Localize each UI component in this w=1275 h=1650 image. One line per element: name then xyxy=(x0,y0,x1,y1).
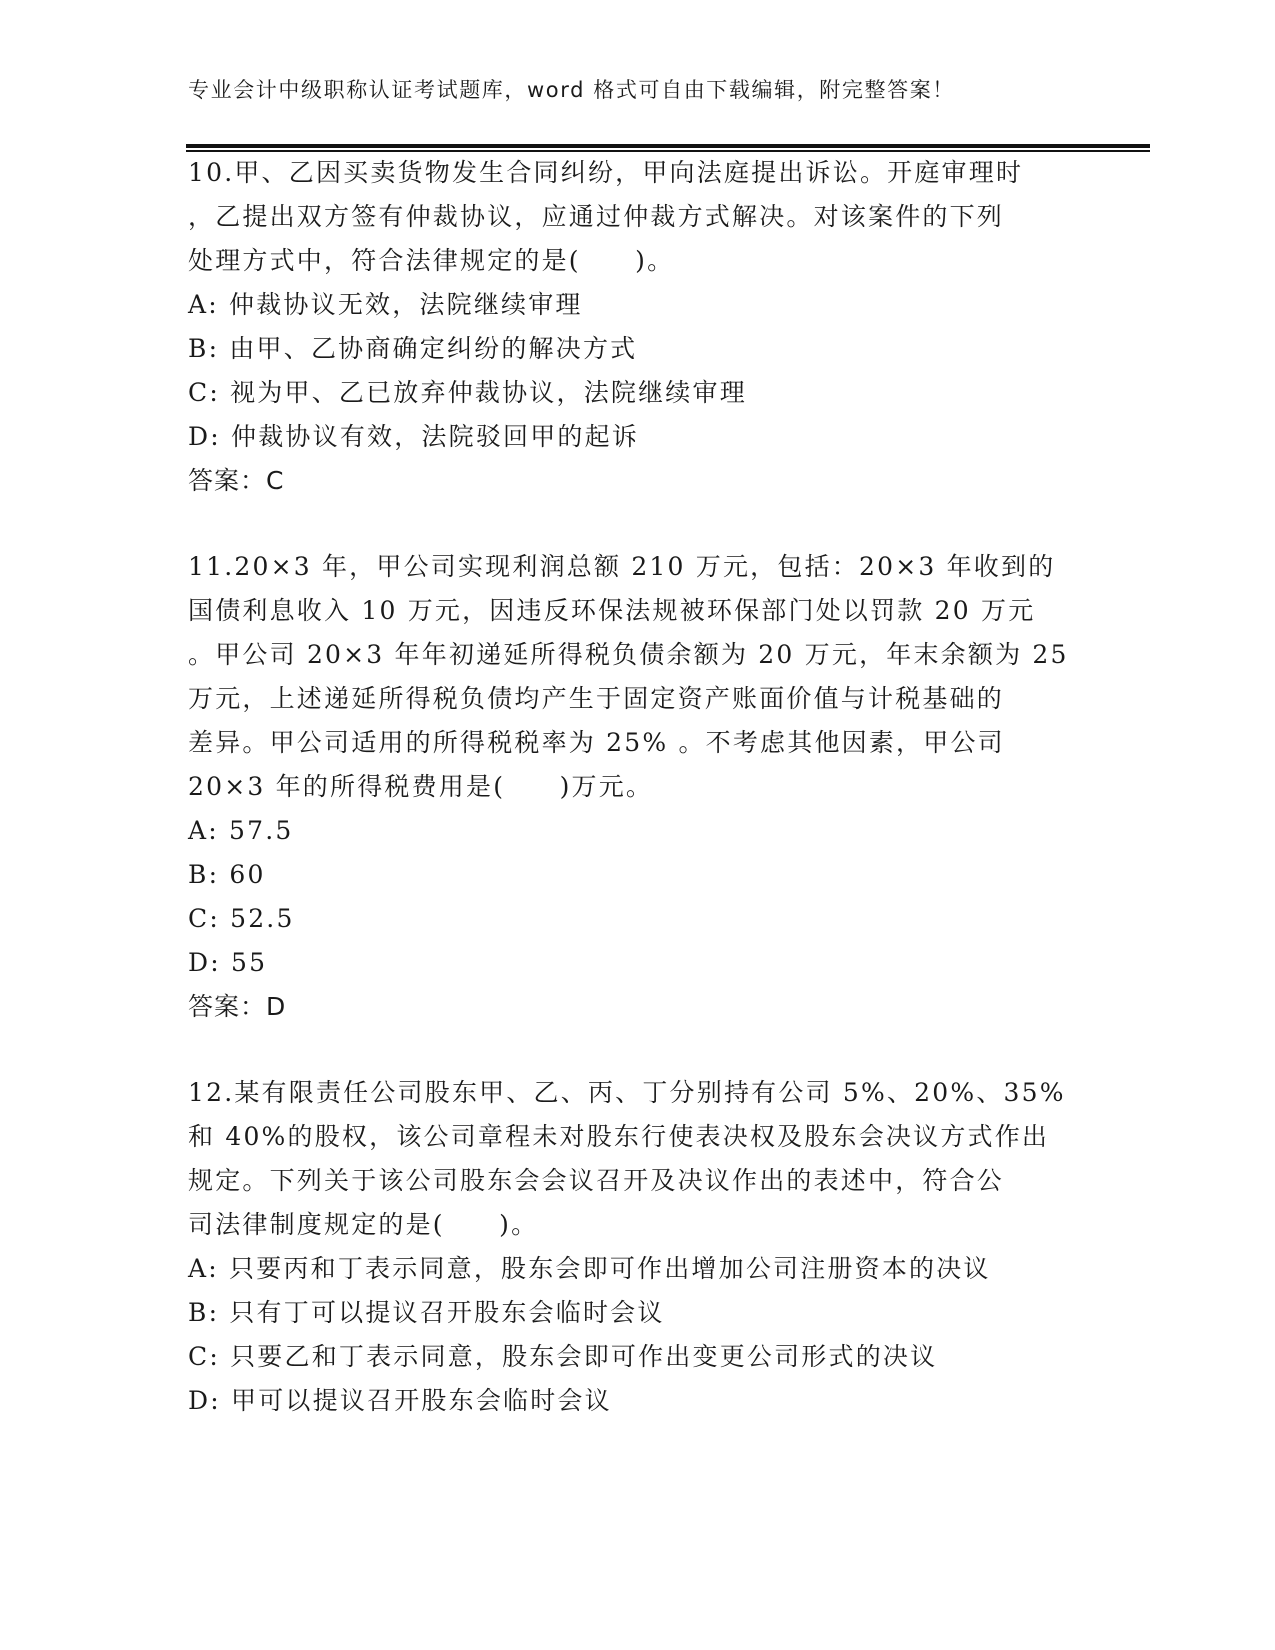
answer: 答案：C xyxy=(188,466,285,495)
question-text-line: 国债利息收入 10 万元，因违反环保法规被环保部门处以罚款 20 万元 xyxy=(188,596,1036,625)
question-text-line: 司法律制度规定的是( )。 xyxy=(188,1210,539,1239)
question-text-line: 处理方式中，符合法律规定的是( )。 xyxy=(188,246,675,275)
option-b: B: 只有丁可以提议召开股东会临时会议 xyxy=(188,1298,665,1327)
question-text-line: 11.20×3 年，甲公司实现利润总额 210 万元，包括：20×3 年收到的 xyxy=(188,552,1056,581)
option-d: D: 仲裁协议有效，法院驳回甲的起诉 xyxy=(188,422,640,451)
option-a: A: 只要丙和丁表示同意，股东会即可作出增加公司注册资本的决议 xyxy=(188,1254,991,1283)
question-text-line: 万元，上述递延所得税负债均产生于固定资产账面价值与计税基础的 xyxy=(188,684,1005,713)
option-d: D: 55 xyxy=(188,948,268,977)
option-d: D: 甲可以提议召开股东会临时会议 xyxy=(188,1386,612,1415)
question-text-line: 和 40%的股权，该公司章程未对股东行使表决权及股东会决议方式作出 xyxy=(188,1122,1050,1151)
question-text-line: 规定。下列关于该公司股东会会议召开及决议作出的表述中，符合公 xyxy=(188,1166,1005,1195)
question-text-line: 差异。甲公司适用的所得税税率为 25% 。不考虑其他因素，甲公司 xyxy=(188,728,1005,757)
header-rule-thick xyxy=(186,144,1150,148)
header-rule-thin xyxy=(186,150,1150,152)
answer: 答案：D xyxy=(188,992,287,1021)
option-a: A: 仲裁协议无效，法院继续审理 xyxy=(188,290,583,319)
option-b: B: 60 xyxy=(188,860,266,889)
question-text-line: 12.某有限责任公司股东甲、乙、丙、丁分别持有公司 5%、20%、35% xyxy=(188,1078,1066,1107)
question-text-line: 。甲公司 20×3 年年初递延所得税负债余额为 20 万元，年末余额为 25 xyxy=(188,640,1069,669)
option-c: C: 只要乙和丁表示同意，股东会即可作出变更公司形式的决议 xyxy=(188,1342,938,1371)
option-c: C: 视为甲、乙已放弃仲裁协议，法院继续审理 xyxy=(188,378,747,407)
option-c: C: 52.5 xyxy=(188,904,295,933)
question-text-line: ，乙提出双方签有仲裁协议，应通过仲裁方式解决。对该案件的下列 xyxy=(188,202,1005,231)
question-text-line: 20×3 年的所得税费用是( )万元。 xyxy=(188,772,654,801)
option-b: B: 由甲、乙协商确定纠纷的解决方式 xyxy=(188,334,638,363)
option-a: A: 57.5 xyxy=(188,816,294,845)
question-text-line: 10.甲、乙因买卖货物发生合同纠纷，甲向法庭提出诉讼。开庭审理时 xyxy=(188,158,1024,187)
page-header: 专业会计中级职称认证考试题库，word 格式可自由下载编辑，附完整答案！ xyxy=(188,78,955,102)
